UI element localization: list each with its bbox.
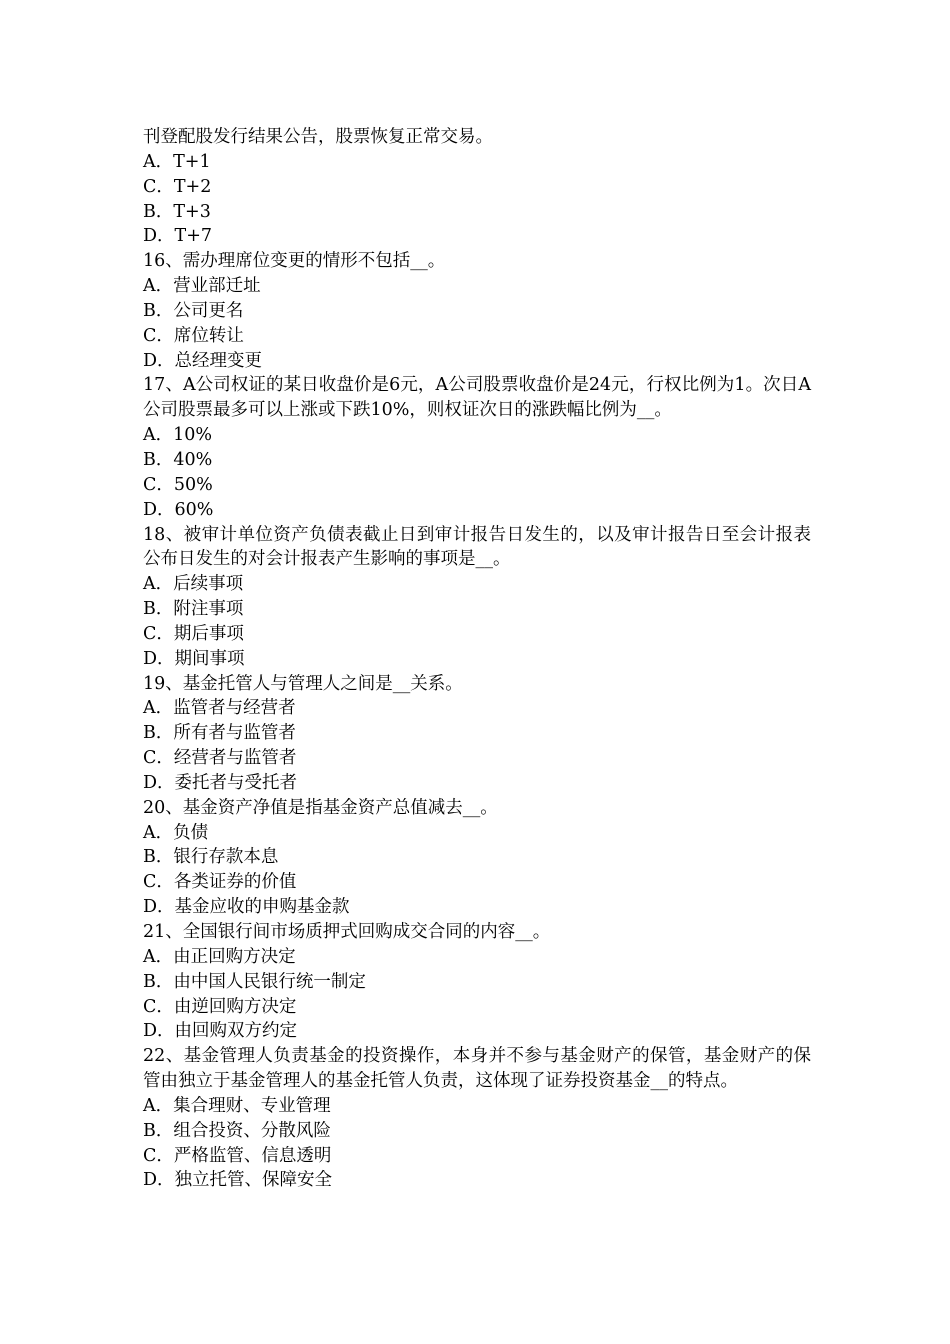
question-17-option-a: A．10% [143,425,213,446]
intro-option-d: D．T+7 [143,226,213,247]
intro-line: 刊登配股发行结果公告，股票恢复正常交易。 [143,127,493,147]
question-17-stem: 17、A公司权证的某日收盘价是6元，A公司股票收盘价是24元，行权比例为1。次日A公司股票最多可以上涨或下跌10%，则权证次日的涨跌幅比例为__。 [143,375,811,421]
question-16-option-d: D．总经理变更 [143,350,263,371]
question-19-option-c: C．经营者与监管者 [143,748,297,769]
question-17-option-b: B．40% [143,449,213,470]
question-16-option-a: A．营业部迁址 [143,276,261,297]
question-21-option-a: A．由正回购方决定 [143,946,296,967]
question-21-stem: 21、全国银行间市场质押式回购成交合同的内容__。 [143,922,551,942]
question-17-option-c: C．50% [143,474,213,495]
question-16-stem: 16、需办理席位变更的情形不包括__。 [143,251,446,272]
question-22-stem: 22、基金管理人负责基金的投资操作，本身并不参与基金财产的保管，基金财产的保管由独立于基金管理人的基金托管人负责，这体现了证券投资基金__的特点。 [143,1046,811,1092]
question-20-option-c: C．各类证券的价值 [143,872,297,893]
question-16-option-c: C．席位转让 [143,325,244,346]
question-19-option-d: D．委托者与受托者 [143,772,298,793]
intro-option-c: C．T+2 [143,176,212,197]
question-21-option-c: C．由逆回购方决定 [143,996,297,1017]
question-20-option-a: A．负债 [143,822,209,843]
question-19-option-a: A．监管者与经营者 [143,698,296,719]
question-21-option-b: B．由中国人民银行统一制定 [143,971,366,992]
question-18-stem: 18、被审计单位资产负债表截止日到审计报告日发生的，以及审计报告日至会计报表公布日发生的对会计报表产生影响的事项是__。 [143,524,811,570]
question-22-option-c: C．严格监管、信息透明 [143,1145,332,1166]
question-18-option-c: C．期后事项 [143,623,244,644]
question-21-option-d: D．由回购双方约定 [143,1021,298,1042]
question-17-option-d: D．60% [143,499,214,520]
question-18-option-b: B．附注事项 [143,599,244,620]
question-22-option-a: A．集合理财、专业管理 [143,1095,331,1116]
question-19-option-b: B．所有者与监管者 [143,723,296,744]
intro-option-b: B．T+3 [143,201,211,222]
question-20-option-b: B．银行存款本息 [143,847,279,868]
question-22-option-b: B．组合投资、分散风险 [143,1120,331,1141]
question-22-option-d: D．独立托管、保障安全 [143,1170,333,1191]
intro-option-a: A．T+1 [143,151,211,172]
question-16-option-b: B．公司更名 [143,300,244,321]
question-18-option-a: A．后续事项 [143,574,244,595]
document-body [143,125,811,1193]
question-20-option-d: D．基金应收的申购基金款 [143,897,350,918]
question-19-stem: 19、基金托管人与管理人之间是__关系。 [143,673,463,694]
question-18-option-d: D．期间事项 [143,648,245,669]
question-20-stem: 20、基金资产净值是指基金资产总值减去__。 [143,797,498,818]
